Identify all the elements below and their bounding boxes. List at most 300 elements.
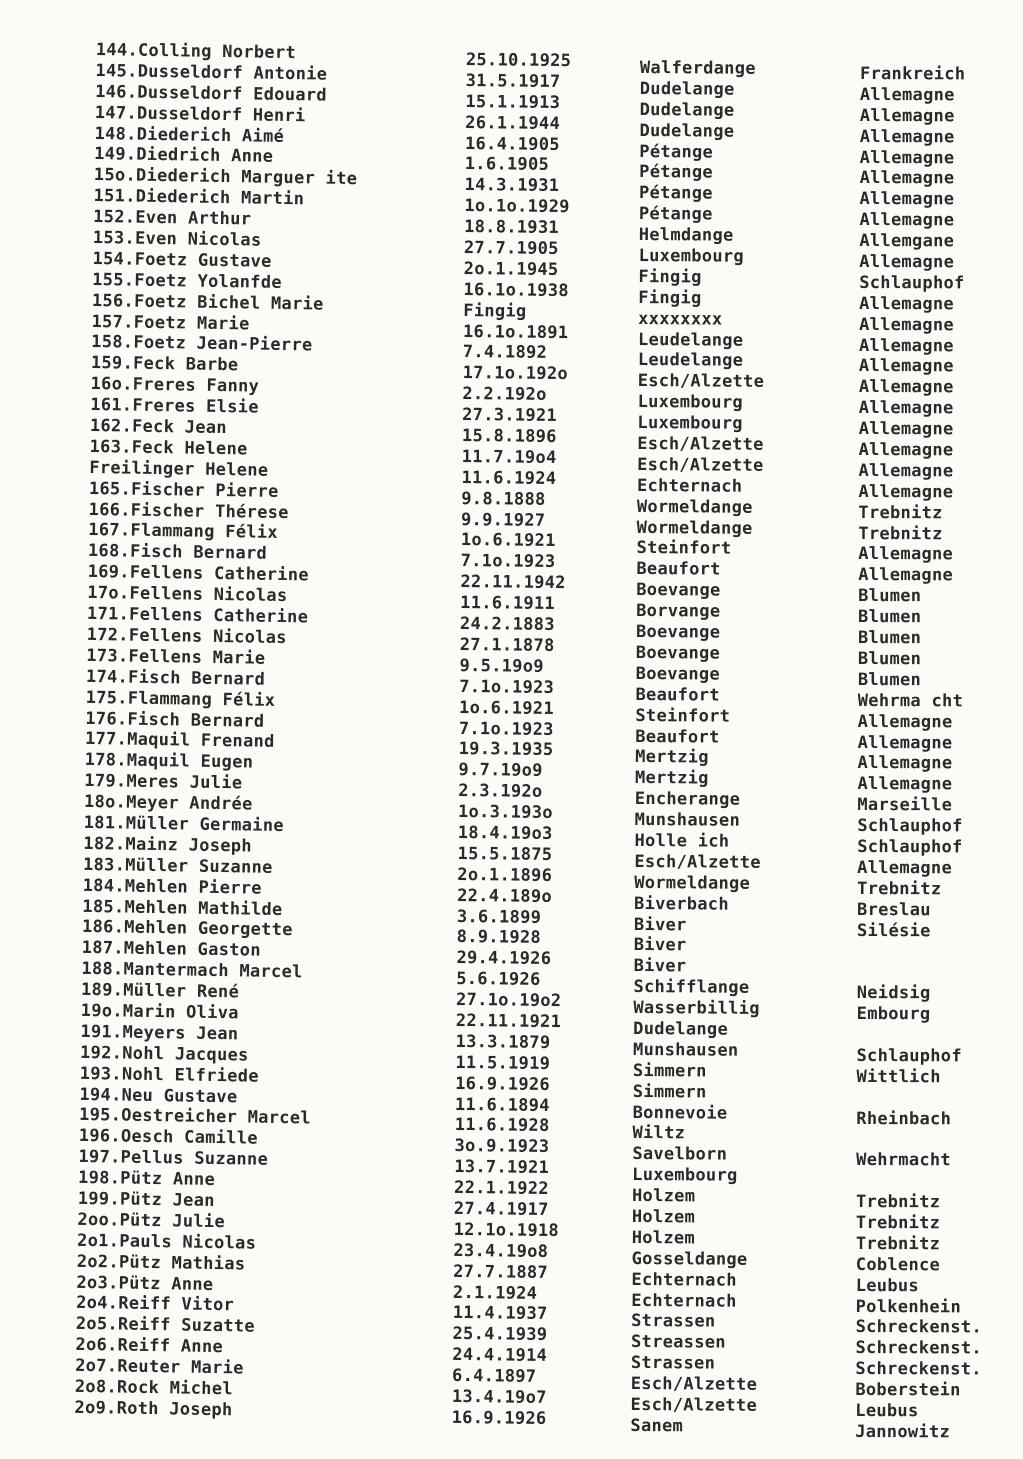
entry-person-name: Roth Joseph (116, 1398, 233, 1421)
entry-number: 154. (92, 248, 135, 270)
entry-destination: Jannowitz (855, 1421, 951, 1443)
entry-birth-date: 2o.1.1896 (457, 864, 553, 886)
entry-birth-date: 7.4.1892 (462, 342, 548, 364)
entry-birth-place: Bonnevoie (632, 1102, 728, 1124)
entry-birth-place: Wormeldange (636, 496, 753, 518)
entry-birth-date: 14.3.1931 (464, 175, 560, 197)
entry-person-name: Flammang Félix (127, 688, 276, 711)
entry-destination (857, 1025, 1017, 1046)
entry-person-name: Diederich Marguer ite (135, 165, 358, 190)
entry-birth-place: Holzem (631, 1186, 696, 1207)
entry-destination: Allemagne (857, 774, 953, 795)
entry-person-name: Pütz Julie (119, 1210, 226, 1233)
entry-number: 147. (94, 102, 138, 124)
entry-person-name: Reiff Suzatte (117, 1314, 256, 1337)
entry-number: 16o. (90, 374, 133, 395)
entry-destination: Neidsig (856, 983, 931, 1004)
entry-person-name: Foetz Marie (133, 312, 250, 335)
entry-person-name: Diederich Aimé (136, 124, 285, 147)
entry-birth-date: 16.1o.1938 (463, 279, 569, 301)
entry-birth-date: 24.2.1883 (459, 614, 555, 636)
entry-number: 174. (85, 666, 129, 688)
entry-birth-date: 27.1.1878 (459, 634, 555, 656)
entry-birth-place: Dudelange (639, 120, 735, 142)
entry-destination: Boberstein (855, 1380, 961, 1401)
entry-person-name: Even Arthur (135, 207, 252, 230)
entry-person-name: Foetz Jean-Pierre (133, 333, 313, 356)
entry-birth-place: Luxembourg (632, 1165, 738, 1186)
entry-destination: Wehrmacht (856, 1150, 952, 1171)
entry-birth-date: 25.10.1925 (465, 50, 572, 72)
entry-birth-date: 7.1o.1923 (458, 718, 554, 740)
entry-birth-place: Esch/Alzette (630, 1374, 758, 1395)
entry-number: 195. (78, 1105, 122, 1126)
entry-birth-date: 13.4.19o7 (451, 1386, 547, 1408)
entry-birth-place: Mertzig (634, 768, 709, 789)
entry-birth-date: 22.4.189o (457, 885, 553, 907)
entry-destination: Blumen (857, 669, 922, 691)
entry-destination: Allemagne (858, 356, 954, 377)
entry-birth-place: Echternach (636, 475, 743, 497)
entry-birth-date: 22.11.1942 (460, 572, 566, 594)
entry-birth-date: 27.3.1921 (462, 405, 558, 427)
entry-destination: Frankreich (859, 64, 966, 85)
entry-birth-date: 16.9.1926 (455, 1073, 551, 1095)
entry-destination: Allemgane (859, 231, 955, 252)
entry-destination: Wehrma cht (857, 690, 964, 712)
entry-destination: Schlauphof (857, 816, 963, 837)
entry-number: 183. (82, 854, 126, 876)
entry-number: 191. (80, 1021, 123, 1043)
entry-person-name: Freres Elsie (132, 395, 259, 418)
entry-person-name: Fischer Thérese (130, 500, 289, 523)
entry-birth-place: Biver (633, 935, 687, 956)
entry-birth-place: Fingig (638, 287, 702, 309)
entry-destination: Allemagne (858, 481, 954, 503)
entry-destination: Allemagne (859, 105, 955, 127)
entry-birth-date: 16.9.1926 (451, 1407, 547, 1429)
entry-person-name: Fellens Nicolas (129, 583, 288, 607)
entry-birth-date: 19.3.1935 (458, 739, 554, 761)
entry-number: 179. (84, 771, 127, 792)
entry-number: 157. (91, 311, 134, 333)
entry-number: 187. (81, 938, 125, 959)
entry-birth-place: Gosseldange (631, 1248, 748, 1270)
entry-birth-place: Boevange (636, 580, 721, 601)
entry-number: 194. (79, 1084, 122, 1106)
entry-birth-place: Strassen (631, 1311, 716, 1332)
entry-birth-date: 1o.6.1921 (460, 530, 556, 552)
entry-person-name: Freilinger Helene (89, 457, 269, 481)
entry-number: 188. (81, 959, 124, 980)
entry-number: 189. (80, 979, 124, 1001)
entry-person-name: Reiff Vitor (118, 1293, 235, 1316)
entry-number: 168. (87, 541, 131, 562)
entry-number: 156. (91, 290, 135, 312)
entry-birth-date: 11.4.1937 (452, 1303, 548, 1325)
entry-birth-place: Boevange (635, 622, 721, 643)
entry-number: 158. (91, 332, 134, 354)
entry-destination: Allemagne (858, 565, 954, 586)
entry-birth-date: 1o.1o.1929 (464, 196, 570, 218)
entry-person-name: Fisch Bernard (127, 709, 265, 732)
entry-person-name: Feck Barbe (132, 353, 239, 376)
entry-person-name: Colling Norbert (137, 40, 297, 64)
entry-destination: Trebnitz (857, 878, 942, 900)
entry-birth-date: 22.11.1921 (455, 1010, 562, 1033)
entry-birth-date: 15.8.1896 (461, 426, 557, 448)
entry-person-name: Müller René (123, 980, 240, 1003)
entry-number: 161. (90, 395, 133, 416)
entry-person-name: Mainz Joseph (125, 834, 253, 857)
entry-person-name: Oestreicher Marcel (121, 1105, 312, 1129)
entry-number: 199. (77, 1188, 121, 1210)
dates-column (452, 50, 616, 1430)
entry-birth-place: Streassen (630, 1332, 726, 1353)
entry-birth-date: 22.1.1922 (453, 1178, 550, 1200)
entry-person-name: Pütz Jean (119, 1189, 215, 1211)
entry-number: 176. (85, 708, 128, 730)
entry-number: 185. (82, 896, 125, 918)
entry-birth-date: 2.3.192o (458, 781, 543, 803)
entry-number: 155. (92, 269, 135, 291)
entry-birth-date: 2.2.192o (462, 384, 547, 406)
entry-person-name: Flammang Félix (130, 521, 279, 544)
entry-birth-date: 18.8.1931 (464, 217, 560, 239)
entry-person-name: Foetz Bichel Marie (133, 291, 324, 315)
entry-birth-date: 13.3.1879 (455, 1031, 551, 1053)
entry-destination: Schlauphof (857, 836, 963, 858)
entry-number: 197. (78, 1147, 121, 1168)
entry-person-name: Diedrich Anne (136, 145, 274, 168)
entry-number: 193. (79, 1063, 123, 1085)
entry-birth-place: Luxembourg (637, 392, 744, 413)
entry-destination: Allemagne (859, 293, 955, 315)
entry-number: 167. (88, 520, 131, 542)
entry-number: 145. (95, 60, 138, 82)
entry-birth-date: 26.1.1944 (465, 112, 561, 134)
entry-number: 17o. (87, 583, 130, 604)
entry-destination: Silésie (856, 920, 931, 941)
entry-person-name: Fisch Bernard (129, 541, 268, 565)
entry-birth-date: 8.9.1928 (456, 927, 542, 949)
entry-person-name: Müller Germaine (125, 813, 285, 836)
entry-person-name: Freres Fanny (132, 374, 260, 397)
birthplaces-column (630, 58, 840, 1438)
entry-destination: Allemagne (858, 419, 954, 440)
entry-number: 144. (95, 40, 139, 61)
entry-person-name: Meres Julie (126, 771, 243, 794)
entry-person-name: Maquil Eugen (126, 750, 254, 773)
entry-birth-date: 13.7.1921 (454, 1157, 550, 1179)
entry-destination: Marseille (857, 795, 953, 816)
entry-birth-place: Pétange (639, 141, 714, 163)
entry-person-name: Oesch Camille (120, 1126, 259, 1149)
entry-birth-place: Schifflange (633, 977, 750, 998)
entry-number: 2o7. (75, 1355, 118, 1377)
entry-person-name: Fisch Bernard (127, 667, 266, 690)
entry-number: 2o4. (75, 1293, 119, 1314)
entry-number: 173. (86, 645, 129, 667)
entry-person-name: Dusseldorf Antonie (137, 61, 328, 85)
entry-person-name: Mehlen Pierre (124, 876, 262, 899)
entry-number: 166. (88, 499, 131, 521)
entry-destination: Allemagne (859, 252, 955, 273)
entry-birth-date: 11.6.1924 (461, 467, 557, 489)
entry-destination: Trebnitz (858, 523, 943, 544)
entry-number: 186. (81, 917, 125, 938)
entry-number: 15o. (93, 165, 137, 186)
entry-birth-place: Helmdange (638, 225, 734, 246)
entry-birth-place: Esch/Alzette (634, 851, 761, 873)
entry-person-name: Mehlen Mathilde (124, 897, 283, 920)
entry-destination: Schlauphof (856, 1045, 962, 1067)
entry-birth-date: 3o.9.1923 (454, 1136, 550, 1158)
entry-person-name: Dusseldorf Henri (136, 103, 306, 126)
entry-number: 181. (83, 812, 126, 834)
entry-destination: Allemagne (858, 544, 954, 565)
entry-number: 182. (83, 833, 126, 855)
entry-destination: Allemagne (859, 210, 955, 231)
entry-birth-place: Esch/Alzette (637, 434, 764, 455)
entry-destination: Allemagne (859, 314, 954, 336)
entry-destination (856, 1129, 1016, 1150)
entry-destination: Allemagne (859, 84, 955, 106)
entry-destination: Blumen (857, 628, 922, 649)
entry-birth-date: 1o.6.1921 (459, 697, 555, 719)
entry-birth-date: 29.4.1926 (456, 948, 552, 970)
entry-person-name: Fellens Catherine (128, 604, 309, 628)
entry-birth-place: Wormeldange (636, 517, 753, 539)
entry-destination: Embourg (856, 1004, 931, 1025)
entry-destination: Rheinbach (856, 1108, 952, 1129)
entry-person-name: Fellens Nicolas (128, 625, 287, 649)
entry-birth-place: Simmern (632, 1060, 707, 1082)
entry-destination: Polkenhein (855, 1296, 962, 1317)
entry-birth-date: 16.1o.1891 (462, 321, 569, 343)
entry-birth-date: 16.4.1905 (464, 133, 560, 155)
entry-person-name: Fischer Pierre (130, 479, 279, 502)
entry-birth-place: Wormeldange (634, 872, 751, 894)
entry-birth-place: Wasserbillig (633, 998, 760, 1019)
entry-person-name: Mantermach Marcel (123, 959, 303, 983)
names-column (74, 40, 456, 1424)
entry-destination: Allemagne (858, 335, 954, 356)
entry-number: 149. (94, 144, 137, 166)
entry-number: 165. (88, 478, 132, 500)
entry-destination: Allemagne (857, 711, 953, 732)
entry-number: 2oo. (77, 1209, 120, 1231)
entry-destination: Wittlich (856, 1066, 941, 1088)
entry-person-name: Pauls Nicolas (119, 1231, 257, 1254)
entry-destination: Allemagne (858, 460, 954, 482)
entry-destination: Allemagne (857, 753, 953, 774)
entry-number: 178. (84, 750, 127, 771)
entry-destination (857, 962, 1017, 983)
entry-birth-place: Sanem (630, 1415, 684, 1437)
entry-person-name: Feck Helene (131, 437, 248, 460)
entry-birth-place: Pétange (638, 204, 713, 225)
entry-destination: Trebnitz (858, 502, 943, 523)
entry-number: 19o. (80, 1000, 124, 1022)
entry-destination: Allemagne (858, 377, 954, 398)
entry-person-name: Marin Oliva (122, 1001, 239, 1024)
entry-destination (857, 941, 1017, 962)
entry-person-name: Fellens Catherine (129, 562, 310, 586)
entry-number: 177. (84, 729, 128, 750)
entry-birth-place: Holzem (631, 1227, 696, 1249)
entry-number: 159. (90, 353, 134, 374)
entry-person-name: Pütz Anne (118, 1273, 214, 1295)
entry-number: 196. (78, 1126, 122, 1147)
entry-birth-place: xxxxxxxx (638, 308, 723, 330)
entry-person-name: Maquil Frenand (126, 729, 275, 753)
entry-birth-place: Esch/Alzette (630, 1394, 758, 1416)
entry-person-name: Foetz Yolanfde (134, 270, 283, 293)
entry-birth-place: Munshausen (634, 810, 741, 831)
entry-birth-place: Steinfort (636, 538, 732, 560)
entry-birth-place: Esch/Alzette (637, 371, 765, 393)
entry-destination: Schlauphof (859, 272, 965, 294)
entry-person-name: Nohl Elfriede (121, 1064, 259, 1087)
entry-birth-place: Luxembourg (637, 413, 743, 434)
entry-birth-date: 2o.1.1945 (463, 258, 559, 280)
entry-person-name: Even Nicolas (134, 228, 262, 251)
entry-number: 153. (92, 227, 136, 249)
entry-birth-place: Wiltz (632, 1123, 686, 1144)
entry-person-name: Mehlen Gaston (123, 938, 261, 961)
entry-destination: Allemagne (859, 189, 955, 210)
entry-person-name: Pütz Anne (120, 1168, 216, 1191)
entry-birth-date: 9.9.1927 (460, 509, 546, 531)
entry-destination: Allemagne (857, 732, 953, 753)
entry-person-name: Nohl Jacques (122, 1043, 249, 1066)
entry-birth-date: Fingig (463, 300, 527, 322)
entry-destination (856, 1171, 1016, 1192)
entry-birth-date: 15.1.1913 (465, 91, 561, 113)
entry-birth-place: Echternach (631, 1290, 737, 1312)
entry-destination: Allemagne (859, 147, 955, 168)
entry-birth-place: Leudelange (637, 329, 744, 351)
entry-birth-date: 24.4.1914 (452, 1345, 548, 1367)
entry-birth-place: Mertzig (635, 747, 709, 768)
entry-destination: Allemagne (857, 857, 953, 879)
entry-birth-date: 9.8.1888 (461, 488, 546, 510)
entry-birth-place: Holzem (631, 1206, 696, 1228)
entry-number: 192. (79, 1042, 123, 1064)
entry-person-name: Müller Suzanne (125, 855, 273, 878)
entry-destination: Blumen (858, 586, 922, 607)
entry-number: 2o5. (75, 1314, 119, 1335)
entry-birth-date: 1.6.1905 (464, 154, 550, 176)
entry-person-name: Pütz Mathias (118, 1252, 246, 1275)
entry-destination: Leubus (855, 1400, 919, 1422)
entry-birth-date: 11.6.1911 (460, 593, 556, 615)
entry-birth-date: 11.6.1894 (454, 1094, 550, 1116)
entry-birth-place: Pétange (638, 183, 713, 204)
entry-destination: Schreckenst. (855, 1338, 982, 1359)
entry-birth-place: Encherange (634, 789, 741, 810)
entry-birth-date: 7.1o.1923 (460, 551, 556, 573)
entry-person-name: Rock Michel (116, 1377, 234, 1400)
entry-destination: Blumen (857, 648, 922, 670)
entry-birth-place: Leudelange (637, 350, 744, 372)
entry-birth-place: Esch/Alzette (637, 454, 764, 476)
entry-number: 18o. (83, 791, 127, 813)
entry-number: 2o9. (74, 1397, 117, 1419)
entry-destination: Schreckenst. (855, 1317, 983, 1338)
entry-number: 148. (94, 123, 137, 145)
entry-person-name: Diederich Martin (135, 186, 305, 210)
entry-birth-place: Walferdange (639, 58, 756, 79)
entry-birth-date: 25.4.1939 (452, 1324, 548, 1346)
entry-person-name: Meyer Andrée (126, 792, 253, 815)
entry-person-name: Mehlen Georgette (124, 917, 293, 941)
entry-destination: Breslau (857, 899, 931, 920)
entry-birth-place: Biverbach (634, 893, 729, 915)
entry-birth-date: 27.7.1887 (453, 1261, 549, 1283)
entry-destination: Blumen (858, 607, 922, 628)
entry-destination (856, 1088, 1016, 1109)
entry-birth-date: 27.1o.19o2 (455, 990, 562, 1012)
entry-number: 184. (82, 875, 126, 897)
entry-number: 163. (89, 436, 132, 458)
entry-birth-place: Strassen (630, 1353, 716, 1374)
entry-destination: Trebnitz (855, 1212, 941, 1234)
entry-birth-place: Dudelange (639, 99, 735, 121)
entry-person-name: Meyers Jean (122, 1022, 239, 1045)
entry-birth-place: Savelborn (632, 1144, 728, 1165)
entry-birth-place: Beaufort (635, 684, 720, 706)
entry-birth-place: Simmern (632, 1081, 707, 1103)
entry-number: 2o3. (76, 1272, 119, 1294)
entry-birth-date: 31.5.1917 (465, 70, 561, 92)
entry-birth-date: 7.1o.1923 (459, 676, 555, 698)
entry-number: 175. (85, 687, 128, 709)
entry-birth-date: 23.4.19o8 (453, 1240, 549, 1262)
entry-birth-date: 11.6.1928 (454, 1115, 550, 1137)
entry-birth-date: 17.1o.192o (462, 363, 569, 385)
entry-person-name: Reiff Anne (117, 1335, 224, 1358)
entry-birth-date: 5.6.1926 (456, 969, 541, 991)
entry-number: 146. (95, 81, 138, 103)
entry-birth-date: 9.5.19o9 (459, 655, 544, 677)
entry-person-name: Pellus Suzanne (120, 1147, 269, 1171)
entry-destination: Allemagne (859, 168, 955, 189)
entry-birth-date: 27.4.1917 (453, 1198, 549, 1220)
entry-birth-date: 6.4.1897 (452, 1366, 537, 1387)
entry-number: 171. (86, 603, 130, 625)
entry-name (74, 1398, 434, 1425)
entry-birth-date: 3.6.1899 (456, 906, 542, 928)
entry-destination: Allemagne (858, 440, 954, 461)
entry-birth-place: Biver (633, 956, 687, 977)
entry-destination: Leubus (855, 1275, 919, 1296)
entry-destination: Trebnitz (855, 1233, 941, 1255)
entry-number: 152. (93, 207, 136, 228)
entry-birth-date: 11.7.19o4 (461, 446, 557, 468)
entry-birth-place: Beaufort (636, 559, 721, 580)
entry-destination: Trebnitz (855, 1192, 941, 1213)
entry-destination: Allemagne (858, 398, 954, 419)
entry-number: 2o8. (74, 1376, 118, 1398)
entry-destination: Allemagne (859, 126, 955, 148)
entry-birth-place: Echternach (631, 1269, 737, 1291)
entry-number: 2o6. (75, 1335, 118, 1356)
entry-birth-place: Munshausen (633, 1039, 739, 1061)
entry-birth-place: Dudelange (633, 1018, 729, 1040)
entry-person-name: Reuter Marie (117, 1356, 244, 1379)
